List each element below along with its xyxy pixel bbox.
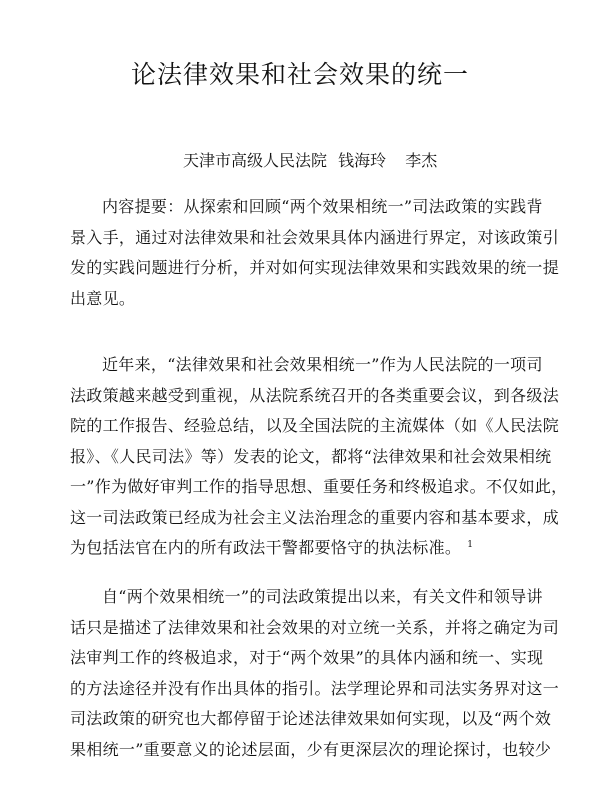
paragraph-line: 一”作为做好审判工作的指导思想、重要任务和终极追求。不仅如此， (70, 477, 568, 496)
paragraph-line: 的方法途径并没有作出具体的指引。法学理论界和司法实务界对这一 (70, 678, 560, 698)
paragraph-line: 果相统一”重要意义的论述层面，少有更深层次的理论探讨，也较少 (70, 739, 552, 759)
abstract-line: 内容提要：从探索和回顾“两个效果相统一”司法政策的实践背 (102, 197, 543, 216)
paragraph-line-with-footnote (70, 533, 540, 564)
abstract-line: 出意见。 (70, 288, 136, 308)
paragraph-line: 报》、《人民司法》等）发表的论文，都将“法律效果和社会效果相统 (70, 446, 552, 466)
paragraph-line: 法审判工作的终极追求，对于“两个效果”的具体内涵和统一、实现 (70, 648, 544, 667)
abstract-line: 发的实践问题进行分析，并对如何实现法律效果和实践效果的统一提 (70, 258, 560, 277)
paragraph-line: 这一司法政策已经成为社会主义法治理念的重要内容和基本要求，成 (70, 507, 560, 527)
document-title: 论法律效果和社会效果的统一 (130, 60, 469, 89)
author-affiliation: 天津市高级人民法院 (183, 151, 328, 170)
paragraph-line: 话只是描述了法律效果和社会效果的对立统一关系，并将之确定为司 (70, 617, 560, 637)
paragraph-line: 自“两个效果相统一”的司法政策提出以来，有关文件和领导讲 (102, 587, 543, 606)
paragraph-line: 近年来，“法律效果和社会效果相统一”作为人民法院的一项司 (102, 355, 543, 374)
paragraph-line: 院的工作报告、经验总结，以及全国法院的主流媒体（如《人民法院 (70, 416, 560, 435)
paragraph-line: 法政策越来越受到重视，从法院系统召开的各类重要会议，到各级法 (70, 385, 560, 405)
paragraph-line: 司法政策的研究也大都停留于论述法律效果如何实现，以及“两个效 (70, 709, 552, 728)
author-name-2: 李杰 (405, 151, 438, 170)
body-paragraph-2 (70, 582, 560, 765)
author-line (183, 150, 443, 172)
abstract-line: 景入手，通过对法律效果和社会效果具体内涵进行界定，对该政策引 (70, 227, 560, 247)
footnote-marker[interactable]: 1 (467, 540, 474, 550)
abstract (70, 192, 560, 314)
paragraph-line-text: 为包括法官在内的所有政法干警都要恪守的执法标准。 (70, 538, 462, 557)
author-name-1: 钱海玲 (338, 151, 387, 170)
body-paragraph-1 (70, 350, 568, 564)
